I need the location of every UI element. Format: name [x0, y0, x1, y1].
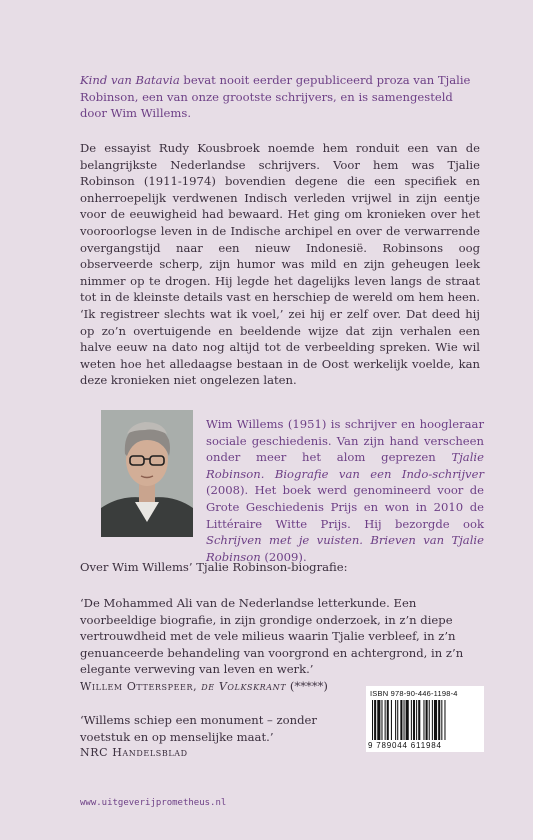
review-quote-2-source: NRC Handelsblad [80, 746, 188, 760]
author-photo [101, 410, 193, 537]
isbn-label: ISBN 978-90-446-1198-4 [370, 689, 458, 698]
intro-paragraph [80, 72, 480, 122]
body-paragraph: De essayist Rudy Kousbroek noemde hem ronduit een van de belangrijkste Nederlandse schrijvers. Voor hem was Tjalie Robinson (1911-1974) bovendien degene die een specifiek en onherroepelijk verdwenen Indisch verleden vrijwel in zijn eentje voor de eeuwigheid had bewaard. Het ging om kronieken over het vooroorlogse leven in de Indische archipel en over de verwarrende overgangstijd naar een nieuw Indonesië. Robinsons oog observeerde scherp, zijn humor was mild en zijn geheugen leek nimmer op te drogen. Hij legde het dagelijks leven langs de straat tot in de kleinste details vast en herschiep de wereld om hem heen. ‘Ik registreer slechts wat ik voel,’ zei hij er zelf over. Dat deed hij op zo’n overtuigende en beeldende wijze dat zijn verhalen een halve eeuw na dato nog altijd tot de verbeelding spreken. Wie wil weten hoe het alledaagse bestaan in de Oost werkelijk voelde, kan deze kronieken niet ongelezen laten. [80, 141, 480, 388]
review-quote-2 [80, 712, 360, 762]
intro-text: bevat nooit eerder gepubliceerd proza van Tjalie Robinson, een van onze grootste schrijvers, en is samengesteld door Wim Willems. [80, 73, 471, 121]
barcode-bars-icon [372, 700, 478, 740]
bio-text-3: (2009). [260, 549, 307, 564]
review-rating: (*****) [286, 678, 328, 693]
bio-book-1: Tjalie Robinson. Biografie van een Indo-schrijver [206, 450, 484, 481]
review-quote-2-text: ‘Willems schiep een monument – zonder voetstuk en op menselijke maat.’ [80, 713, 317, 744]
review-quote-1 [80, 595, 480, 696]
barcode [366, 686, 484, 752]
author-portrait-image [101, 410, 193, 537]
review-quote-1-text: ‘De Mohammed Ali van de Nederlandse letterkunde. Een voorbeeldige biografie, in zijn grondige onderzoek, in z’n diepe vertrouwdheid met de vele milieus waarin Tjalie verbleef, in z’n genuanceerde behandeling van voorgrond en achtergrond, in z’n elegante verweving van leven en werk.’ [80, 596, 464, 677]
bio-book-2: Schrijven met je vuisten. Brieven van Tjalie Robinson [206, 533, 484, 564]
bio-text-2: (2008). Het boek werd genomineerd voor de Grote Geschiedenis Prijs en won in 2010 de Littéraire Witte Prijs. Hij bezorgde ook [206, 483, 484, 531]
book-title: Kind van Batavia [80, 73, 180, 87]
author-bio [206, 416, 484, 565]
review-source: de Volkskrant [201, 679, 287, 693]
review-author: Willem Otterspeer, [80, 679, 202, 693]
publisher-url[interactable]: www.uitgeverijprometheus.nl [80, 798, 227, 808]
reviews-heading: Over Wim Willems’ Tjalie Robinson-biografie: [80, 560, 348, 574]
bio-text-1: Wim Willems (1951) is schrijver en hoogleraar sociale geschiedenis. Van zijn hand verscheen onder meer het alom geprezen [206, 417, 484, 465]
barcode-number: 9 789044 611984 [368, 741, 442, 750]
